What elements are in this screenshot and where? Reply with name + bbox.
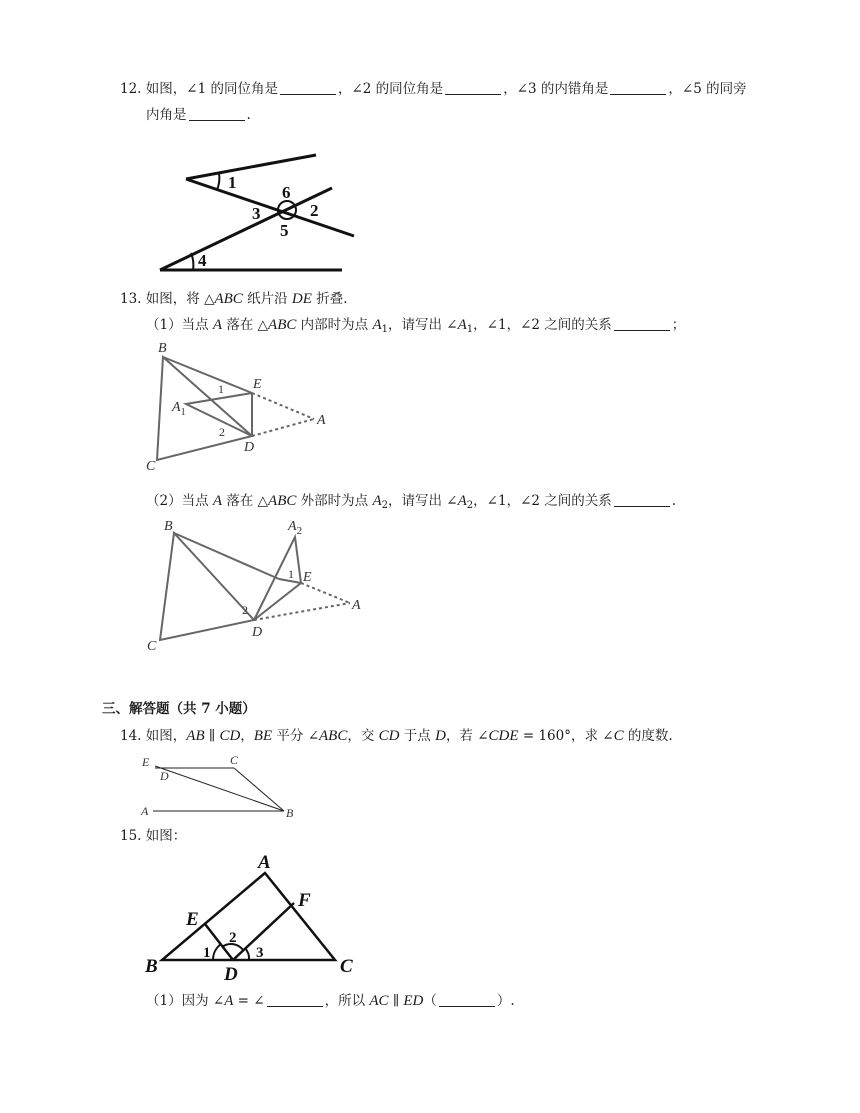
q15-p1-text: （: [423, 993, 437, 1009]
q13-p1-text: 落在 △: [222, 317, 269, 333]
q15-p1-text: ）.: [496, 993, 515, 1009]
q13-fig2-label-b: B: [164, 519, 173, 534]
q14-math: AB: [186, 728, 205, 744]
q15-p1-blank-2[interactable]: [439, 992, 495, 1007]
q13-p2-math: A: [457, 493, 467, 509]
q13-p2-math: A: [372, 493, 382, 509]
q13-p2-text: .: [671, 493, 677, 509]
q13-p1-math: A: [212, 317, 223, 333]
q13-fig1-label-a: A: [317, 413, 326, 428]
q15-text: 如图：: [145, 828, 187, 844]
q12-fig-label-6: 6: [282, 183, 291, 202]
q13-fig1-label-c: C: [146, 459, 156, 474]
q14-math: C: [613, 728, 624, 744]
q14-fig-label-b: B: [286, 806, 294, 820]
q13-p2-text: ，∠1，∠2 之间的关系: [473, 493, 612, 509]
q13-fig2-label-d: D: [252, 625, 263, 640]
q14-text: = 160°，求 ∠: [518, 728, 614, 744]
q13-text: 纸片沿: [242, 291, 292, 307]
q15-part1: [146, 992, 515, 1010]
q13-fig2-label-1: 1: [288, 567, 294, 581]
q15-fig-label-1: 1: [203, 945, 211, 961]
q13-text: 折叠.: [311, 291, 348, 307]
q14-text: 的度数.: [623, 728, 673, 744]
q13-p2-math: A: [212, 493, 223, 509]
q15-fig-label-3: 3: [256, 945, 264, 961]
q14-text: 于点: [399, 728, 436, 744]
q13-p2-sub: 2: [466, 500, 474, 511]
q13-fig1-label-2: 2: [219, 425, 225, 439]
q14-text: ，: [240, 728, 254, 744]
q12-fig-label-5: 5: [280, 221, 289, 240]
q13-number: 13.: [120, 291, 142, 307]
q15-p1-math: ED: [403, 993, 424, 1009]
q13-p2-text: ，请写出 ∠: [388, 493, 458, 509]
q13-p1-text: ，∠1，∠2 之间的关系: [473, 317, 612, 333]
q12-text: ，∠2 的同位角是: [337, 81, 444, 97]
q13-p1-text: ，请写出 ∠: [388, 317, 458, 333]
q14-math: CD: [219, 728, 241, 744]
q13-fig2-label-c: C: [147, 639, 157, 654]
q15-fig-label-c: C: [340, 956, 353, 977]
q13-p2-text: 落在 △: [222, 493, 269, 509]
q13-p1-math: A: [372, 317, 382, 333]
q12-fig-label-4: 4: [198, 251, 207, 270]
q14-fig-label-d: D: [160, 769, 169, 783]
q15-p1-text: （1）因为 ∠: [146, 993, 225, 1009]
q14-text: ，若 ∠: [445, 728, 489, 744]
q13-fig1-label-e: E: [253, 377, 262, 392]
q13-fig1-label-a1: $A_1$: [172, 400, 186, 418]
q13-p1-math: ABC: [268, 317, 297, 333]
q12-text: 如图，∠1 的同位角是: [145, 81, 278, 97]
q15-p1-math: A: [224, 993, 234, 1009]
q13-p1-sub: 1: [381, 324, 389, 335]
q12-text: 内角是: [146, 107, 187, 123]
q14-math: BE: [253, 728, 273, 744]
q14-math: CDE: [488, 728, 519, 744]
q13-fig2-label-2: 2: [242, 603, 248, 617]
q13-math: ABC: [214, 291, 243, 307]
q13-p1-text: 内部时为点: [296, 317, 373, 333]
q14-math: ABC: [319, 728, 348, 744]
q15-fig-label-2: 2: [229, 930, 237, 946]
q14-text: ∥: [204, 728, 220, 744]
q14-number: 14.: [120, 728, 142, 744]
q15-fig-label-a: A: [258, 852, 271, 873]
q15-fig-label-d: D: [224, 964, 238, 985]
q14-fig-label-c: C: [230, 753, 239, 767]
q13-p2-math: ABC: [268, 493, 297, 509]
q12-fig-label-1: 1: [228, 173, 237, 192]
q13-fig2-label-a: A: [352, 598, 361, 613]
q15-fig-label-e: E: [186, 909, 199, 930]
q12-text: ，∠3 的内错角是: [503, 81, 609, 97]
q14-text: 平分 ∠: [272, 728, 320, 744]
q13-fig2-label-e: E: [303, 570, 312, 585]
q13-math: DE: [291, 291, 312, 307]
q12-text: .: [246, 107, 251, 123]
q12-fig-label-3: 3: [252, 204, 261, 223]
q15-p1-blank-1[interactable]: [267, 992, 323, 1007]
q13-text: 如图，将 △: [145, 291, 215, 307]
q15-fig-label-f: F: [298, 890, 311, 911]
q14-text: 如图，: [145, 728, 187, 744]
q13-p1-sub: 1: [466, 324, 474, 335]
q15-p1-text: ，所以: [324, 993, 370, 1009]
q14-math: CD: [378, 728, 400, 744]
q13-p2-text: （2）当点: [146, 493, 213, 509]
q13-p2-text: 外部时为点: [296, 493, 373, 509]
section-3-heading: 三、解答题（共 7 小题）: [102, 701, 256, 717]
q12-number: 12.: [120, 81, 142, 97]
q14-text: ，交: [347, 728, 379, 744]
q14-math: D: [435, 728, 446, 744]
q14-fig-label-a: A: [141, 804, 149, 818]
q13-fig1-label-b: B: [158, 341, 167, 356]
q13-p1-math: A: [457, 317, 467, 333]
q15-p1-text: ∥: [388, 993, 404, 1009]
q14-fig-label-e: E: [142, 755, 150, 769]
q12-text: ，∠5 的同旁: [668, 81, 747, 97]
q15-p1-math: AC: [369, 993, 389, 1009]
q13-p1-text: ；: [671, 317, 686, 333]
q13-fig1-label-d: D: [244, 440, 255, 455]
q15-number: 15.: [120, 828, 142, 844]
q13-p2-sub: 2: [381, 500, 389, 511]
q12-fig-label-2: 2: [310, 201, 319, 220]
q15-p1-text: = ∠: [233, 993, 265, 1009]
q15-fig-label-b: B: [145, 956, 158, 977]
q13-fig1-label-1: 1: [218, 382, 224, 396]
q13-fig2-label-a2: $A_2$: [288, 519, 303, 537]
q13-p1-text: （1）当点: [146, 317, 213, 333]
